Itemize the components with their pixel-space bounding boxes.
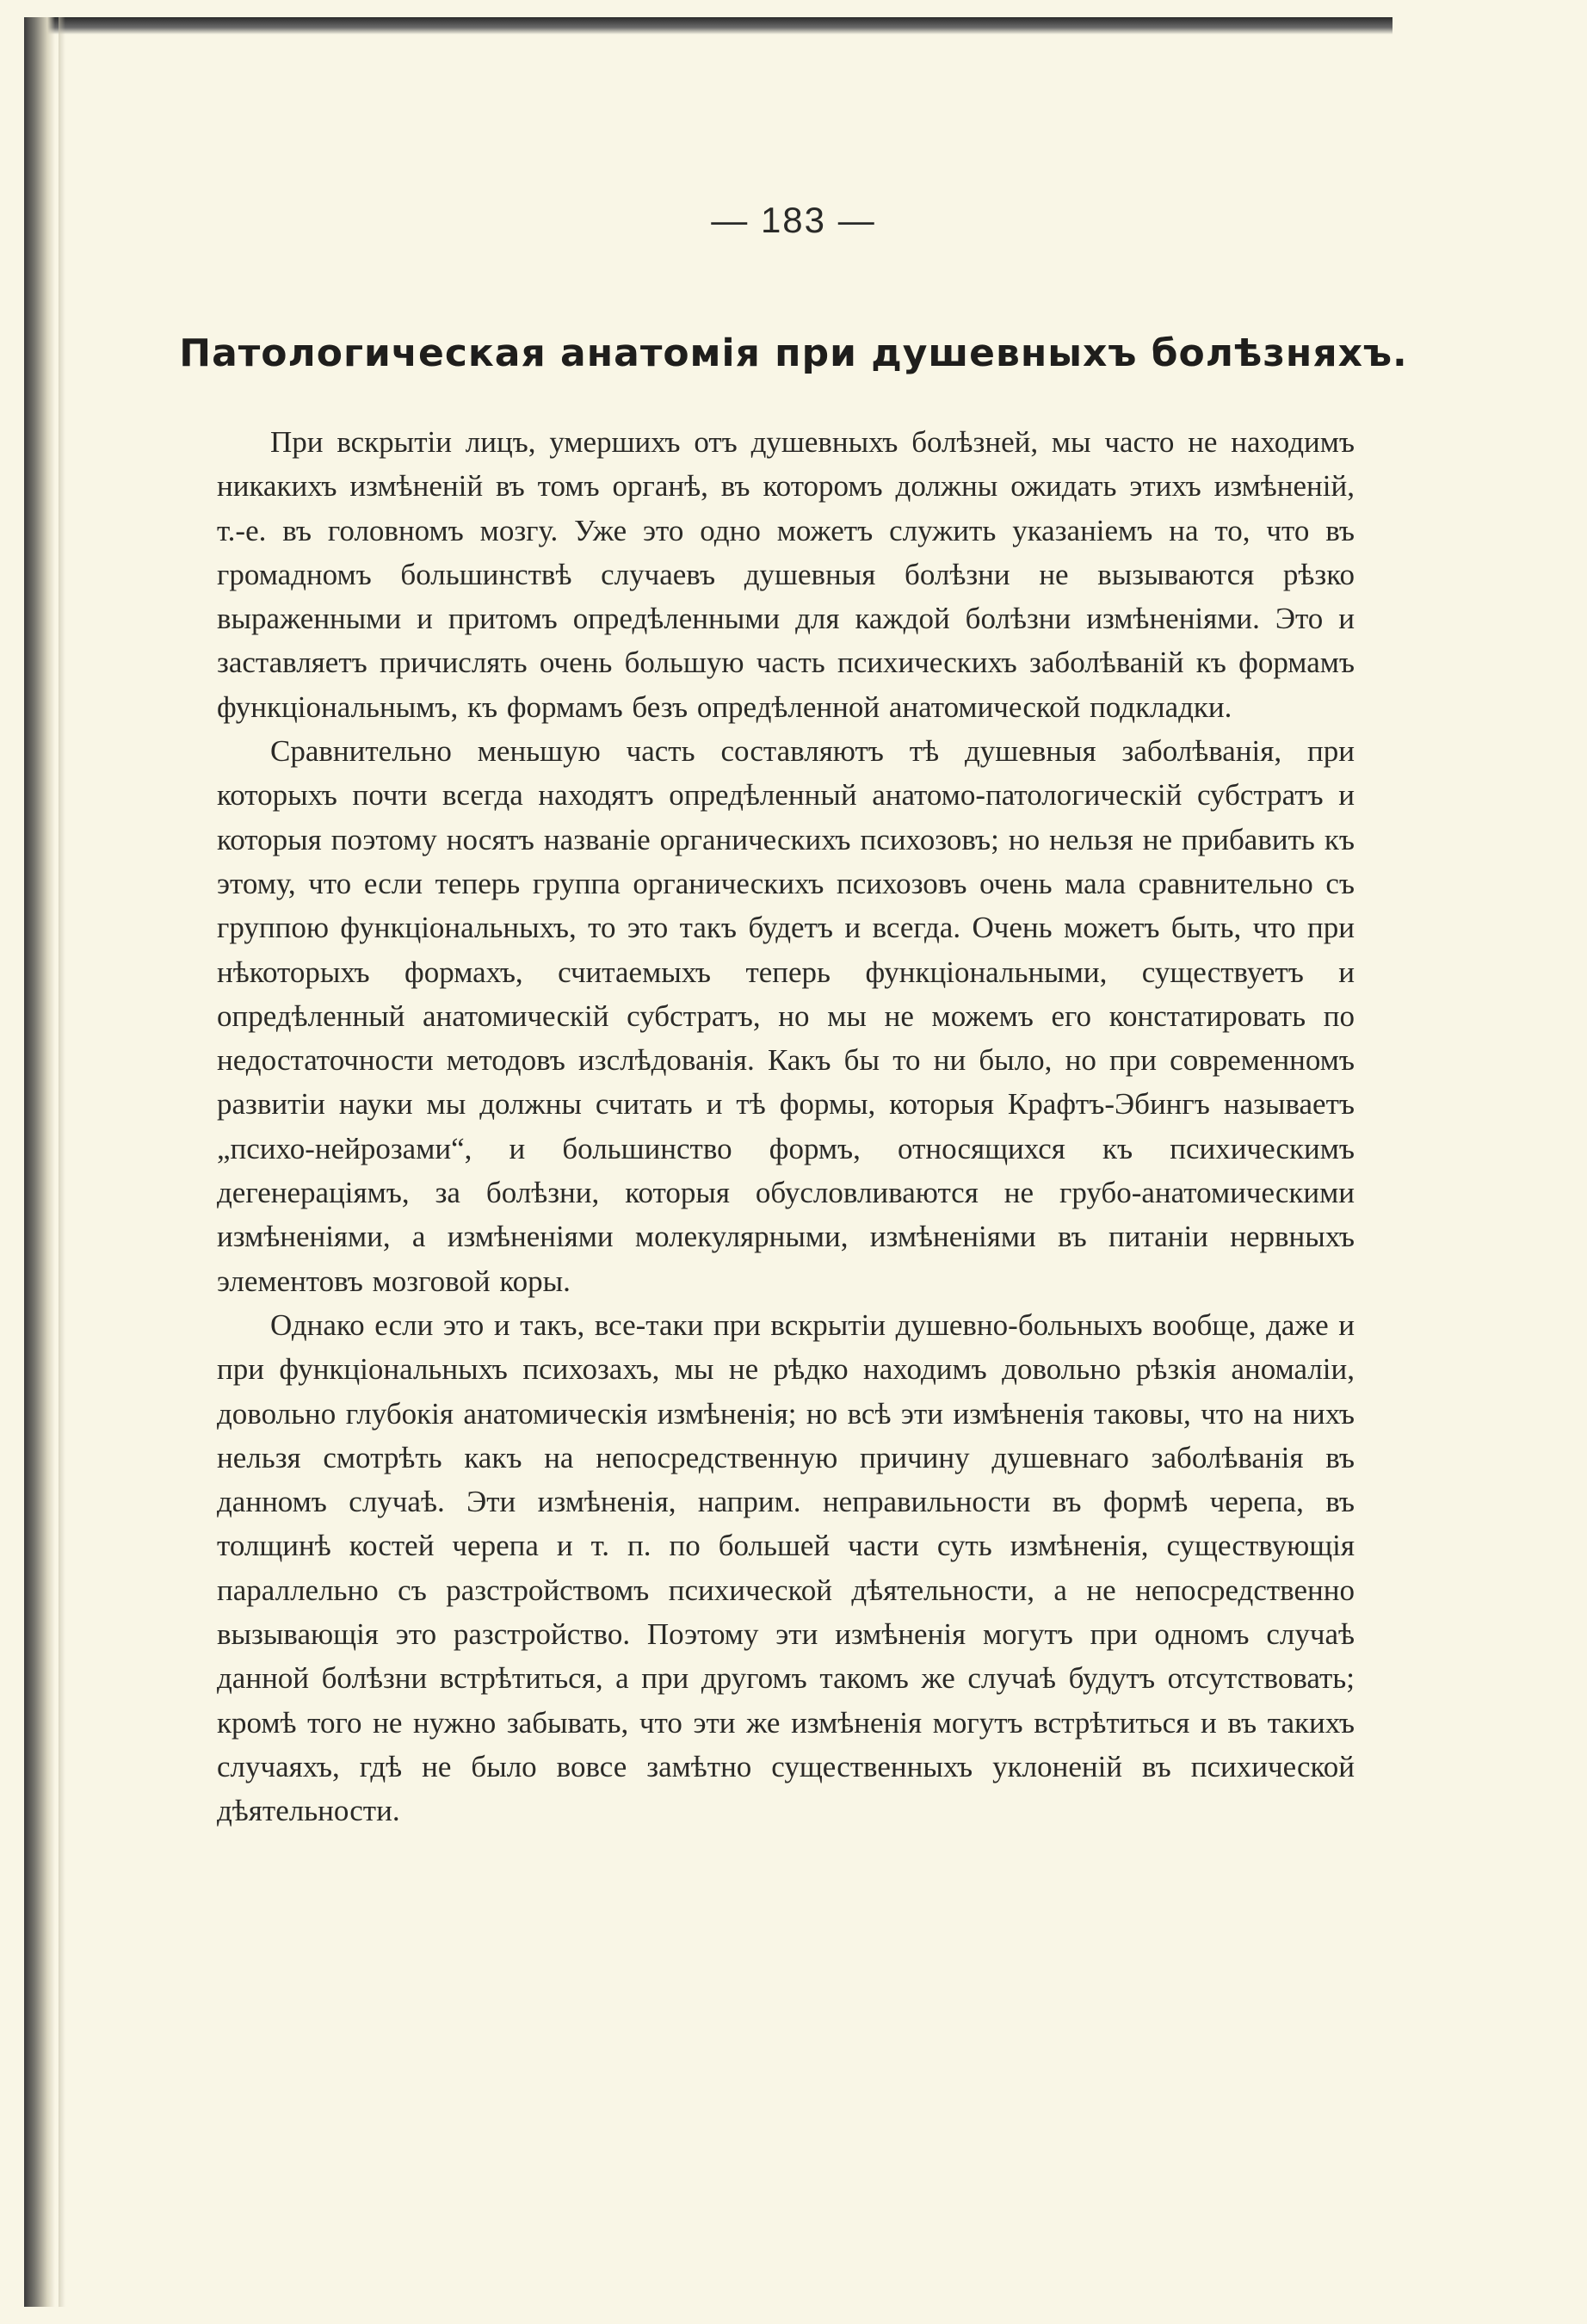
paragraph: Однако если это и такъ, все-таки при вскрытіи душевно-больныхъ вообще, даже и при функціональныхъ психозахъ, мы не рѣдко находимъ довольно рѣзкія аномаліи, довольно глубокія анатомическія измѣненія; но всѣ эти измѣненія таковы, что на нихъ нельзя смотрѣть какъ на непосредственную причину душевнаго заболѣванія въ данномъ случаѣ. Эти измѣненія, наприм. неправильности въ формѣ черепа, въ толщинѣ костей черепа и т. п. по большей части суть измѣненія, существующія параллельно съ разстройствомъ психической дѣятельности, а не непосредственно вызывающія это разстройство. Поэтому эти измѣненія могутъ при одномъ случаѣ данной болѣзни встрѣтиться, а при другомъ такомъ же случаѣ будутъ отсутствовать; кромѣ того не нужно забывать, что эти же измѣненія могутъ встрѣтиться и въ такихъ случаяхъ, гдѣ не было вовсе замѣтно существенныхъ уклоненій въ психической дѣятельности. xyxy=(217,1307,1355,1828)
paragraph: Сравнительно меньшую часть составляютъ тѣ душевныя заболѣванія, при которыхъ почти всегда находятъ опредѣленный анатомо-патологическій субстратъ и которыя поэтому носятъ названіе органическихъ психозовъ; но нельзя не прибавить къ этому, что если теперь группа органическихъ психозовъ очень мала сравнительно съ группою функціональныхъ, то это такъ будетъ и всегда. Очень можетъ быть, что при нѣкоторыхъ формахъ, считаемыхъ теперь функціональными, существуетъ и опредѣленный анатомическій субстратъ, но мы не можемъ его констатировать по недостаточности методовъ изслѣдованія. Какъ бы то ни было, но при современномъ развитіи науки мы должны считать и тѣ формы, которыя Крафтъ-Эбингъ называетъ „психо-нейрозами“, и большинство формъ, относящихся къ психическимъ дегенераціямъ, за болѣзни, которыя обусловливаются не грубо-анатомическими измѣненіями, а измѣненіями молекулярными, измѣненіями въ питаніи нервныхъ элементовъ мозговой коры. xyxy=(217,734,1355,1298)
paragraph: При вскрытіи лицъ, умершихъ отъ душевныхъ болѣзней, мы часто не находимъ никакихъ измѣненій въ томъ органѣ, въ которомъ должны ожидать этихъ измѣненій, т.-е. въ головномъ мозгу. Уже это одно можетъ служить указаніемъ на то, что въ громадномъ большинствѣ случаевъ душевныя болѣзни не вызываются рѣзко выраженными и притомъ опредѣленными для каждой болѣзни измѣненіями. Это и заставляетъ причислять очень большую часть психическихъ заболѣваній къ формамъ функціональнымъ, къ формамъ безъ опредѣленной анатомической подкладки. xyxy=(217,425,1355,724)
chapter-heading: Патологическая анатомія при душевныхъ болѣзняхъ. xyxy=(179,331,1408,375)
page-number: — 183 — xyxy=(711,200,876,240)
scan-top-edge xyxy=(24,17,1392,34)
body-text xyxy=(217,420,1355,1833)
